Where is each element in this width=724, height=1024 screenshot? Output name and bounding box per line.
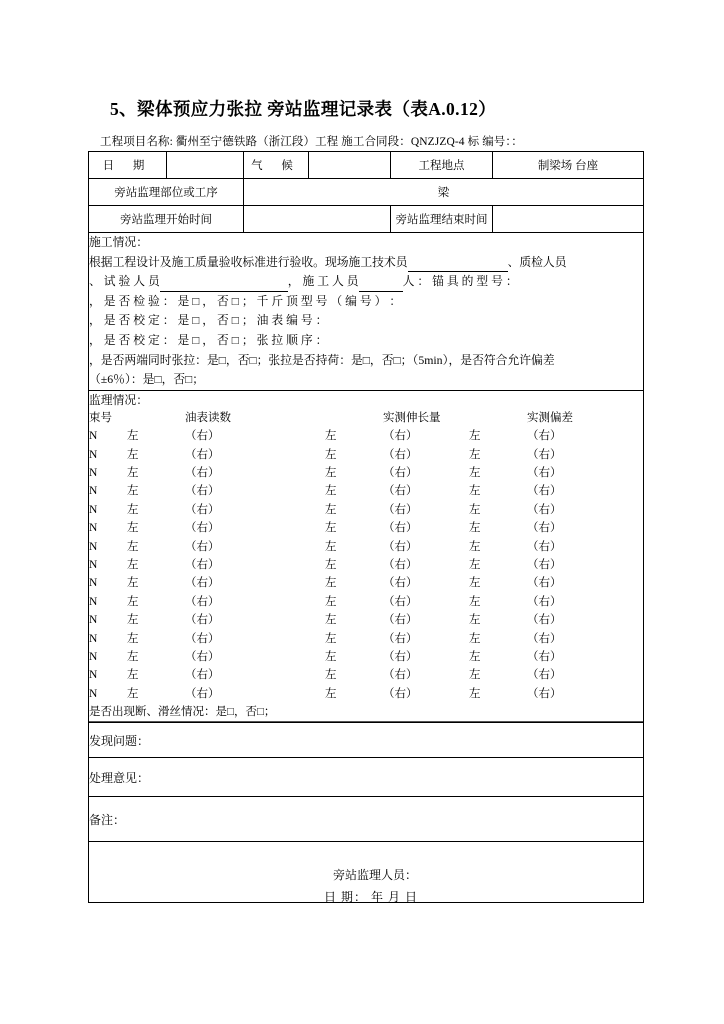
measurement-table (89, 409, 643, 704)
table-row[interactable] (89, 519, 643, 537)
supervision-heading: 监理情况： (89, 392, 148, 407)
cell-dev-left: 左 (469, 651, 481, 664)
cell-bundle-no: N (89, 632, 98, 645)
end-time-value[interactable] (493, 206, 644, 233)
cell-elong-left: 左 (325, 669, 337, 682)
table-row[interactable] (89, 666, 643, 684)
construction-line-5: ， 是 否 校 定 ： 是 □ ， 否 □ ； 张 拉 顺 序 ： (89, 332, 328, 347)
construction-line-2b: ， 施 工 人 员 (287, 274, 359, 289)
cell-gauge-right: （右） (185, 485, 220, 498)
cell-dev-right: （右） (527, 540, 562, 553)
construction-line-3: ， 是 否 检 验 ： 是 □ ， 否 □ ； 千 斤 顶 型 号 （ 编 号 ） ： (89, 293, 402, 308)
column-header-gauge: 油表读数 (185, 411, 231, 424)
construction-heading: 施工情况： (89, 235, 148, 249)
cell-elong-right: （右） (383, 485, 418, 498)
cell-elong-right: （右） (383, 577, 418, 590)
cell-bundle-no: N (89, 448, 98, 461)
construction-line-7: （±6％）：是□，否□； (89, 372, 205, 387)
cell-elong-left: 左 (325, 595, 337, 608)
measurement-table-header (89, 409, 643, 427)
cell-dev-right: （右） (527, 559, 562, 571)
cell-gauge-right: （右） (185, 522, 220, 535)
start-time-label: 旁站监理开始时间 (89, 206, 244, 233)
table-row[interactable] (89, 464, 643, 482)
table-row-construction (89, 233, 644, 391)
table-row-date (89, 152, 644, 179)
cell-elong-left: 左 (325, 632, 337, 645)
cell-elong-right: （右） (383, 595, 418, 608)
cell-dev-left: 左 (469, 485, 481, 498)
date-label: 日 期 (89, 152, 167, 179)
technician-blank[interactable] (408, 258, 508, 272)
cell-dev-left: 左 (469, 503, 481, 516)
construction-block (89, 233, 644, 391)
start-time-value[interactable] (244, 206, 391, 233)
table-row[interactable] (89, 538, 643, 556)
cell-dev-right: （右） (527, 669, 562, 682)
cell-elong-right: （右） (383, 430, 418, 443)
cell-elong-right: （右） (383, 614, 418, 627)
cell-dev-right: （右） (527, 687, 562, 700)
handling-block[interactable] (89, 758, 644, 797)
page-title: 5、梁体预应力张拉 旁站监理记录表（表A.0.12） (110, 99, 497, 119)
table-row[interactable] (89, 648, 643, 666)
cell-gauge-right: （右） (185, 614, 220, 627)
cell-gauge-left: 左 (127, 632, 139, 645)
cell-elong-left: 左 (325, 614, 337, 627)
cell-dev-left: 左 (469, 687, 481, 700)
cell-gauge-right: （右） (185, 448, 220, 461)
signature-block (89, 842, 644, 903)
construction-line-4: ， 是 否 校 定 ： 是 □ ， 否 □ ； 油 表 编 号 ： (89, 313, 328, 328)
table-row-times (89, 206, 644, 233)
cell-gauge-left: 左 (127, 485, 139, 498)
construction-line-1 (89, 253, 643, 273)
cell-gauge-right: （右） (185, 466, 220, 479)
cell-elong-right: （右） (383, 466, 418, 479)
cell-elong-left: 左 (325, 577, 337, 590)
remarks-label: 备注： (89, 812, 126, 827)
date-value[interactable] (167, 152, 244, 179)
cell-gauge-left: 左 (127, 448, 139, 461)
cell-gauge-right: （右） (185, 503, 220, 516)
cell-gauge-left: 左 (127, 430, 139, 443)
column-header-elongation: 实测伸长量 (383, 411, 441, 424)
cell-elong-left: 左 (325, 466, 337, 479)
position-label: 旁站监理部位或工序 (89, 179, 244, 206)
cell-gauge-left: 左 (127, 687, 139, 700)
cell-gauge-left: 左 (127, 614, 139, 627)
cell-elong-left: 左 (325, 448, 337, 461)
cell-gauge-left: 左 (127, 651, 139, 664)
cell-dev-left: 左 (469, 522, 481, 535)
cell-elong-left: 左 (325, 503, 337, 516)
supervision-record-form (88, 151, 644, 903)
tester-blank[interactable] (160, 278, 288, 292)
cell-dev-right: （右） (527, 614, 562, 627)
cell-bundle-no: N (89, 595, 98, 608)
cell-dev-right: （右） (527, 485, 562, 498)
wire-break-note: 是否出现断、滑丝情况：是□，否□； (89, 704, 643, 722)
cell-dev-right: （右） (527, 522, 562, 535)
supervision-block (89, 390, 644, 723)
column-header-deviation: 实测偏差 (527, 411, 573, 424)
cell-elong-left: 左 (325, 651, 337, 664)
table-row[interactable] (89, 446, 643, 464)
table-row-position (89, 179, 644, 206)
cell-dev-right: （右） (527, 577, 562, 590)
cell-elong-right: （右） (383, 522, 418, 535)
cell-gauge-right: （右） (185, 669, 220, 682)
cell-gauge-left: 左 (127, 466, 139, 479)
cell-dev-right: （右） (527, 651, 562, 664)
worker-count-blank[interactable] (359, 278, 403, 292)
cell-bundle-no: N (89, 669, 98, 682)
location-value[interactable]: 制梁场 台座 (493, 152, 644, 179)
end-time-label: 旁站监理结束时间 (391, 206, 493, 233)
table-row[interactable] (89, 427, 643, 445)
signature-date-label[interactable]: 日 期： 年 月 日 (323, 890, 418, 905)
column-header-spacer-3 (469, 409, 527, 427)
cell-dev-left: 左 (469, 669, 481, 682)
cell-bundle-no: N (89, 466, 98, 479)
cell-gauge-right: （右） (185, 632, 220, 645)
cell-gauge-left: 左 (127, 522, 139, 535)
cell-gauge-right: （右） (185, 687, 220, 700)
cell-gauge-left: 左 (127, 540, 139, 553)
table-row-problems (89, 723, 644, 758)
cell-dev-left: 左 (469, 430, 481, 443)
column-header-bundle: 束号 (89, 411, 112, 424)
table-row[interactable] (89, 630, 643, 648)
cell-bundle-no: N (89, 687, 98, 700)
weather-label: 气 候 (244, 152, 309, 179)
table-row-handling (89, 758, 644, 797)
cell-bundle-no: N (89, 485, 98, 498)
cell-elong-left: 左 (325, 540, 337, 553)
cell-dev-right: （右） (527, 503, 562, 516)
cell-dev-right: （右） (527, 595, 562, 608)
cell-elong-left: 左 (325, 559, 337, 571)
cell-bundle-no: N (89, 651, 98, 664)
table-row[interactable] (89, 685, 643, 703)
project-info-line: 工程项目名称: 衢州至宁德铁路（浙江段）工程 施工合同段：QNZJZQ-4 标 编号：： (100, 136, 523, 148)
cell-gauge-right: （右） (185, 595, 220, 608)
cell-gauge-right: （右） (185, 577, 220, 590)
cell-gauge-left: 左 (127, 559, 139, 571)
table-row[interactable] (89, 574, 643, 592)
cell-elong-left: 左 (325, 430, 337, 443)
cell-elong-right: （右） (383, 687, 418, 700)
cell-elong-left: 左 (325, 485, 337, 498)
handling-label: 处理意见： (89, 770, 150, 785)
table-row[interactable] (89, 482, 643, 500)
cell-elong-left: 左 (325, 522, 337, 535)
cell-dev-left: 左 (469, 466, 481, 479)
column-header-spacer-2 (325, 409, 383, 427)
cell-elong-right: （右） (383, 651, 418, 664)
position-value[interactable]: 梁 (244, 179, 644, 206)
cell-dev-left: 左 (469, 632, 481, 645)
remarks-block[interactable] (89, 797, 644, 842)
cell-elong-right: （右） (383, 503, 418, 516)
cell-gauge-left: 左 (127, 595, 139, 608)
construction-line-2 (89, 272, 643, 292)
construction-line-2a: 、 试 验 人 员 (89, 274, 160, 289)
cell-elong-right: （右） (383, 448, 418, 461)
cell-bundle-no: N (89, 559, 98, 571)
supervisor-signature-label[interactable]: 旁站监理人员： (332, 868, 417, 883)
table-row[interactable] (89, 593, 643, 611)
cell-bundle-no: N (89, 503, 98, 516)
cell-dev-right: （右） (527, 448, 562, 461)
location-label: 工程地点 (391, 152, 493, 179)
cell-gauge-left: 左 (127, 669, 139, 682)
problems-block[interactable] (89, 723, 644, 758)
cell-gauge-right: （右） (185, 430, 220, 443)
table-row[interactable] (89, 501, 643, 519)
cell-elong-right: （右） (383, 559, 418, 571)
cell-bundle-no: N (89, 577, 98, 590)
cell-bundle-no: N (89, 430, 98, 443)
column-header-spacer-1 (127, 409, 185, 427)
cell-elong-right: （右） (383, 669, 418, 682)
table-row[interactable] (89, 611, 643, 629)
cell-dev-left: 左 (469, 559, 481, 571)
table-row-signature (89, 842, 644, 903)
cell-dev-left: 左 (469, 595, 481, 608)
cell-gauge-left: 左 (127, 503, 139, 516)
cell-gauge-right: （右） (185, 559, 220, 571)
cell-dev-left: 左 (469, 448, 481, 461)
cell-dev-left: 左 (469, 614, 481, 627)
construction-line-1b: 、质检人员 (507, 254, 567, 269)
cell-dev-left: 左 (469, 540, 481, 553)
cell-gauge-right: （右） (185, 540, 220, 553)
construction-line-6: ，是否两端同时张拉：是□，否□；张拉是否持荷：是□，否□；（5min），是否符合允许偏差 (89, 352, 555, 367)
cell-dev-right: （右） (527, 632, 562, 645)
cell-elong-right: （右） (383, 540, 418, 553)
cell-gauge-left: 左 (127, 577, 139, 590)
cell-gauge-right: （右） (185, 651, 220, 664)
table-row-supervision (89, 390, 644, 723)
construction-line-2c: 人 ： 锚 具 的 型 号 ： (402, 274, 518, 289)
cell-elong-right: （右） (383, 632, 418, 645)
weather-value[interactable] (309, 152, 391, 179)
cell-dev-right: （右） (527, 430, 562, 443)
problems-label: 发现问题： (89, 733, 150, 748)
cell-elong-left: 左 (325, 687, 337, 700)
cell-dev-right: （右） (527, 466, 562, 479)
cell-bundle-no: N (89, 614, 98, 627)
construction-line-1a: 根据工程设计及施工质量验收标准进行验收。现场施工技术员 (89, 254, 408, 269)
cell-dev-left: 左 (469, 577, 481, 590)
table-row[interactable] (89, 556, 643, 574)
cell-bundle-no: N (89, 522, 98, 535)
cell-bundle-no: N (89, 540, 98, 553)
table-row-remarks (89, 797, 644, 842)
